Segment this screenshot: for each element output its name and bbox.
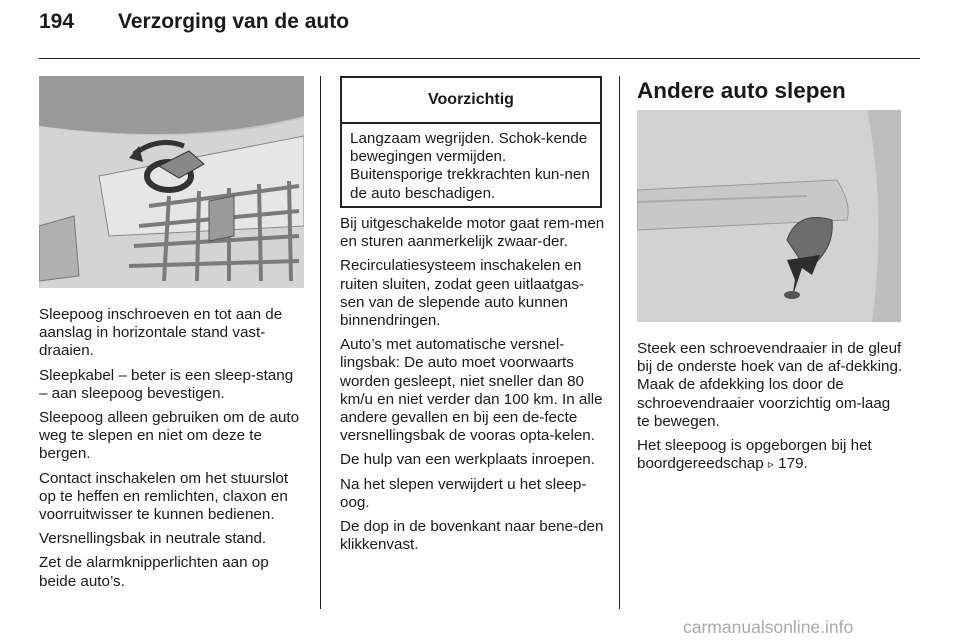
column-2-text [340,215,606,560]
towing-eye-front-illustration [39,76,304,288]
paragraph: De dop in de bovenkant naar bene-den klikkenvast. [340,518,604,554]
caution-title: Voorzichtig [342,78,600,124]
paragraph [637,437,903,473]
paragraph: Sleepoog alleen gebruiken om de auto weg te slepen en niet om deze te bergen. [39,409,300,463]
caution-box [340,76,602,208]
paragraph: Contact inschakelen om het stuurslot op te heffen en remlichten, claxon en voorruitwisser te kunnen bedienen. [39,469,289,524]
paragraph: Recirculatiesysteem inschakelen en ruiten sluiten, zodat geen uitlaatgas-sen van de slepende auto kunnen binnendringen. [340,257,585,330]
page-reference-link[interactable]: 179. [778,455,808,473]
caution-body: Langzaam wegrijden. Schok-kende bewegingen vermijden. Buitensporige trekkrachten kun-nen de auto beschadigen. [350,130,590,202]
column-3-text [637,340,903,479]
paragraph: Bij uitgeschakelde motor gaat rem-men en sturen aanmerkelijk zwaar-der. [340,215,605,251]
page-number: 194 [39,10,75,33]
column-1-text [39,306,304,597]
header-rule [39,58,920,59]
paragraph: Sleepoog inschroeven en tot aan de aanslag in horizontale stand vast-draaien. [39,306,283,360]
section-heading: Andere auto slepen [637,78,846,103]
rear-towing-cover-illustration [637,110,901,322]
paragraph: Na het slepen verwijdert u het sleep-oog. [340,475,587,511]
chapter-title: Verzorging van de auto [118,10,350,33]
column-divider-2 [619,76,620,609]
column-divider-1 [320,76,321,609]
paragraph: Versnellingsbak in neutrale stand. [39,530,267,548]
paragraph-text: Het sleepoog is opgeborgen bij het boordgereedschap [637,437,872,473]
paragraph: Auto’s met automatische versnel-lingsbak: De auto moet voorwaarts worden gesleept, niet sneller dan 80 km/u en niet verder dan 100 km. In alle andere gevallen en bij een de-fecte versnellingsbak de vooras opta-kelen. [340,336,603,445]
watermark: carmanualsonline.info [683,617,854,637]
paragraph: Steek een schroevendraaier in de gleuf bij de onderste hoek van de af-dekking. Maak de afdekking los door de schroevendraaier voorzichtig om-laag te bewegen. [637,340,903,430]
paragraph: Zet de alarmknipperlichten aan op beide auto’s. [39,554,269,590]
paragraph: De hulp van een werkplaats inroepen. [340,451,595,469]
page-reference-arrow-icon: ▹ [767,457,774,472]
paragraph: Sleepkabel – beter is een sleep-stang – aan sleepoog bevestigen. [39,366,294,402]
